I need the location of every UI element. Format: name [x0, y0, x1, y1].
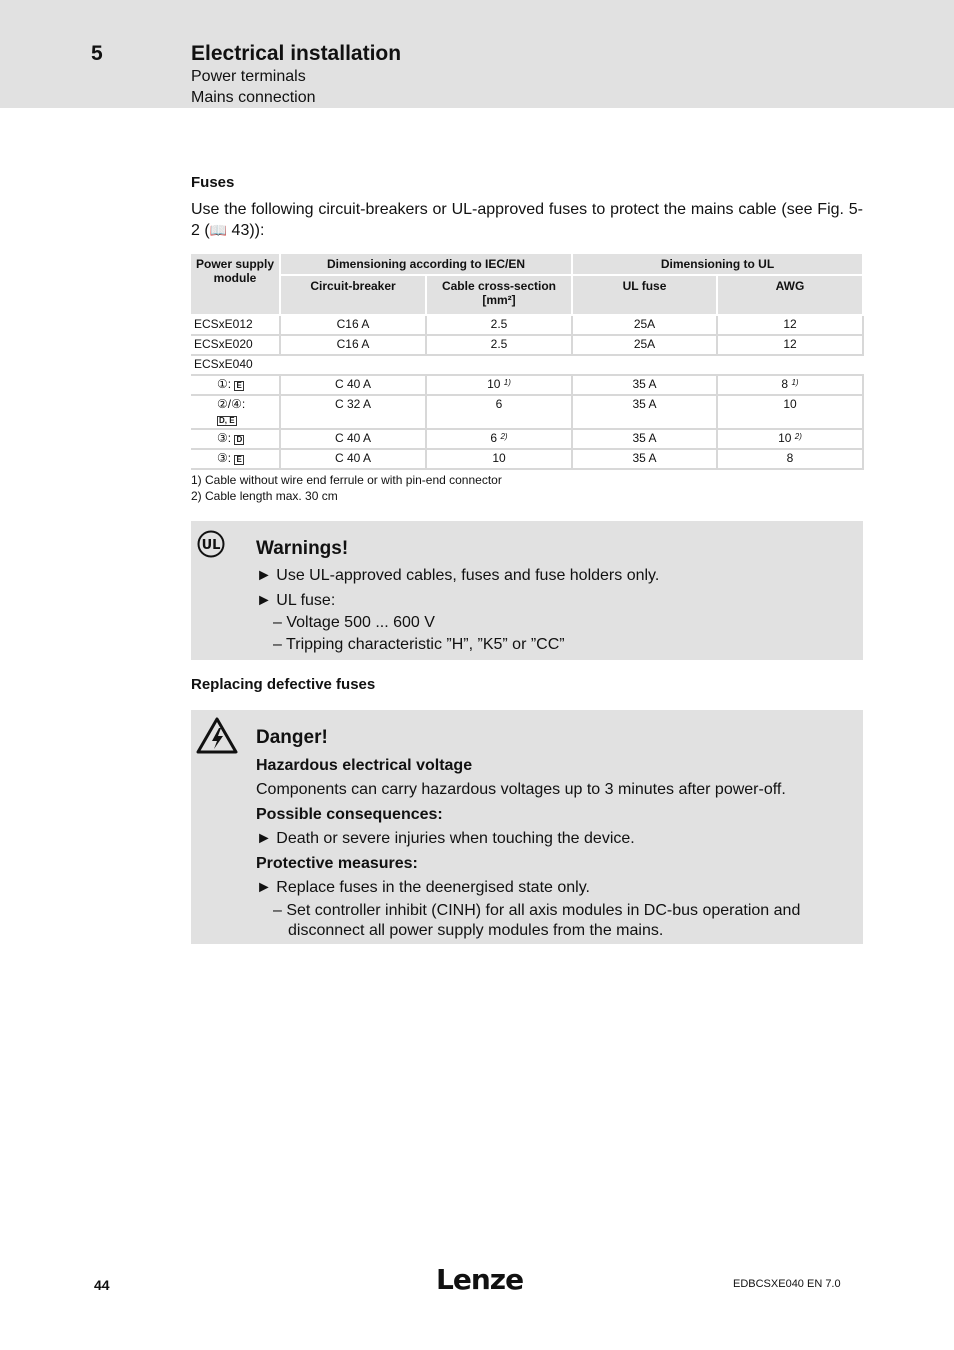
- fuses-intro: [191, 199, 863, 241]
- footnote-2: 2) Cable length max. 30 cm: [191, 489, 338, 503]
- cell-breaker: C 40 A: [281, 450, 427, 470]
- footnote-1: 1) Cable without wire end ferrule or with pin-end connector: [191, 473, 502, 487]
- measure-2-line-2: disconnect all power supply modules from the mains.: [288, 922, 664, 939]
- col-header-cable: Cable cross-section [mm²]: [427, 276, 573, 316]
- cell-value: 6: [490, 431, 498, 445]
- intro-text-end: 43)):: [227, 222, 265, 239]
- book-icon: 📖: [209, 222, 228, 238]
- cell-breaker: C 40 A: [281, 430, 427, 450]
- section-subtitle-2: Mains connection: [191, 89, 316, 106]
- cell-group-label: ECSxE040: [191, 356, 864, 376]
- warnings-box: [191, 521, 863, 660]
- cell-cable: 2.5: [427, 336, 573, 356]
- cell-breaker: C 32 A: [281, 396, 427, 430]
- cell-awg: 12: [718, 316, 864, 336]
- svg-text:UL: UL: [201, 538, 221, 553]
- cell-value: 8: [781, 377, 789, 391]
- cell-awg: [718, 430, 864, 450]
- danger-title: Danger!: [256, 727, 328, 748]
- measure-1: ► Replace fuses in the deenergised state only.: [256, 879, 590, 896]
- col-header-ulfuse: UL fuse: [573, 276, 718, 316]
- table-row: [191, 316, 864, 336]
- fuses-heading: Fuses: [191, 174, 235, 191]
- section-subtitle-1: Power terminals: [191, 68, 306, 85]
- variant-letter: D, E: [219, 416, 235, 425]
- cell-symbol: ③:: [217, 451, 232, 465]
- cell-symbol: ①:: [217, 377, 232, 391]
- col-group-iec: Dimensioning according to IEC/EN: [281, 254, 573, 276]
- variant-letter: E: [236, 455, 242, 464]
- cell-symbol: ②/④:: [217, 397, 246, 411]
- footnote-ref: 1): [791, 378, 799, 387]
- cell-sub-module: [191, 376, 281, 396]
- danger-box: [191, 710, 863, 944]
- cell-sub-module: [191, 450, 281, 470]
- col-header-breaker: Circuit-breaker: [281, 276, 427, 316]
- document-id: EDBCSXE040 EN 7.0: [733, 1278, 841, 1290]
- footnote-ref: 2): [500, 432, 508, 441]
- intro-text: Use the following circuit-breakers or UL-approved fuses to protect the mains cable (see Fig. 5-2 (: [191, 201, 863, 239]
- variant-letter: E: [236, 381, 242, 390]
- cell-ulfuse: 25A: [573, 316, 718, 336]
- cell-awg: 8: [718, 450, 864, 470]
- cell-value: 10: [778, 431, 792, 445]
- cell-module: ECSxE012: [191, 316, 281, 336]
- table-row: [191, 396, 864, 430]
- cell-awg: 10: [718, 396, 864, 430]
- warnings-dash-2: – Tripping characteristic ”H”, ”K5” or ”CC”: [273, 636, 565, 653]
- cell-value: 10: [487, 377, 501, 391]
- warnings-bullet-2: ► UL fuse:: [256, 592, 336, 609]
- hazard-text: Components can carry hazardous voltages up to 3 minutes after power-off.: [256, 781, 786, 798]
- chapter-title: Electrical installation: [191, 42, 402, 65]
- warnings-bullet-1: ► Use UL-approved cables, fuses and fuse holders only.: [256, 567, 660, 584]
- cell-awg: [718, 376, 864, 396]
- cell-ulfuse: 25A: [573, 336, 718, 356]
- cell-ulfuse: 35 A: [573, 450, 718, 470]
- col-group-ul: Dimensioning to UL: [573, 254, 864, 276]
- measures-heading: Protective measures:: [256, 855, 418, 872]
- cell-cable: [427, 376, 573, 396]
- warnings-title: Warnings!: [256, 538, 349, 559]
- measure-2-line-1: – Set controller inhibit (CINH) for all axis modules in DC-bus operation and: [273, 902, 801, 919]
- fuse-table: [191, 254, 864, 470]
- table-row: [191, 376, 864, 396]
- high-voltage-warning-icon: [196, 717, 238, 754]
- col-header-module: Power supply module: [191, 254, 281, 316]
- cell-ulfuse: 35 A: [573, 430, 718, 450]
- hazard-heading: Hazardous electrical voltage: [256, 757, 473, 774]
- warnings-dash-1: – Voltage 500 ... 600 V: [273, 614, 435, 631]
- footnote-ref: 1): [503, 378, 511, 387]
- consequences-heading: Possible consequences:: [256, 806, 443, 823]
- cell-cable: 2.5: [427, 316, 573, 336]
- header-band: [0, 0, 954, 108]
- table-row: [191, 450, 864, 470]
- cell-breaker: C16 A: [281, 316, 427, 336]
- cell-awg: 12: [718, 336, 864, 356]
- cell-cable: [427, 430, 573, 450]
- cell-breaker: C16 A: [281, 336, 427, 356]
- cell-sub-module: [191, 430, 281, 450]
- table-row: [191, 336, 864, 356]
- cell-cable: 6: [427, 396, 573, 430]
- chapter-number: 5: [91, 42, 103, 65]
- page-number: 44: [94, 1277, 110, 1293]
- table-row: [191, 430, 864, 450]
- variant-letter: D: [236, 435, 243, 444]
- cell-ulfuse: 35 A: [573, 396, 718, 430]
- consequence-1: ► Death or severe injuries when touching the device.: [256, 830, 635, 847]
- replacing-heading: Replacing defective fuses: [191, 676, 376, 693]
- table-group-row: [191, 356, 864, 376]
- cell-cable: 10: [427, 450, 573, 470]
- cell-sub-module: [191, 396, 281, 430]
- cell-breaker: C 40 A: [281, 376, 427, 396]
- ul-mark-icon: [197, 530, 225, 558]
- cell-ulfuse: 35 A: [573, 376, 718, 396]
- lenze-logo: Lenze: [436, 1263, 524, 1296]
- footnote-ref: 2): [794, 432, 802, 441]
- col-header-awg: AWG: [718, 276, 864, 316]
- cell-symbol: ③:: [217, 431, 232, 445]
- cell-module: ECSxE020: [191, 336, 281, 356]
